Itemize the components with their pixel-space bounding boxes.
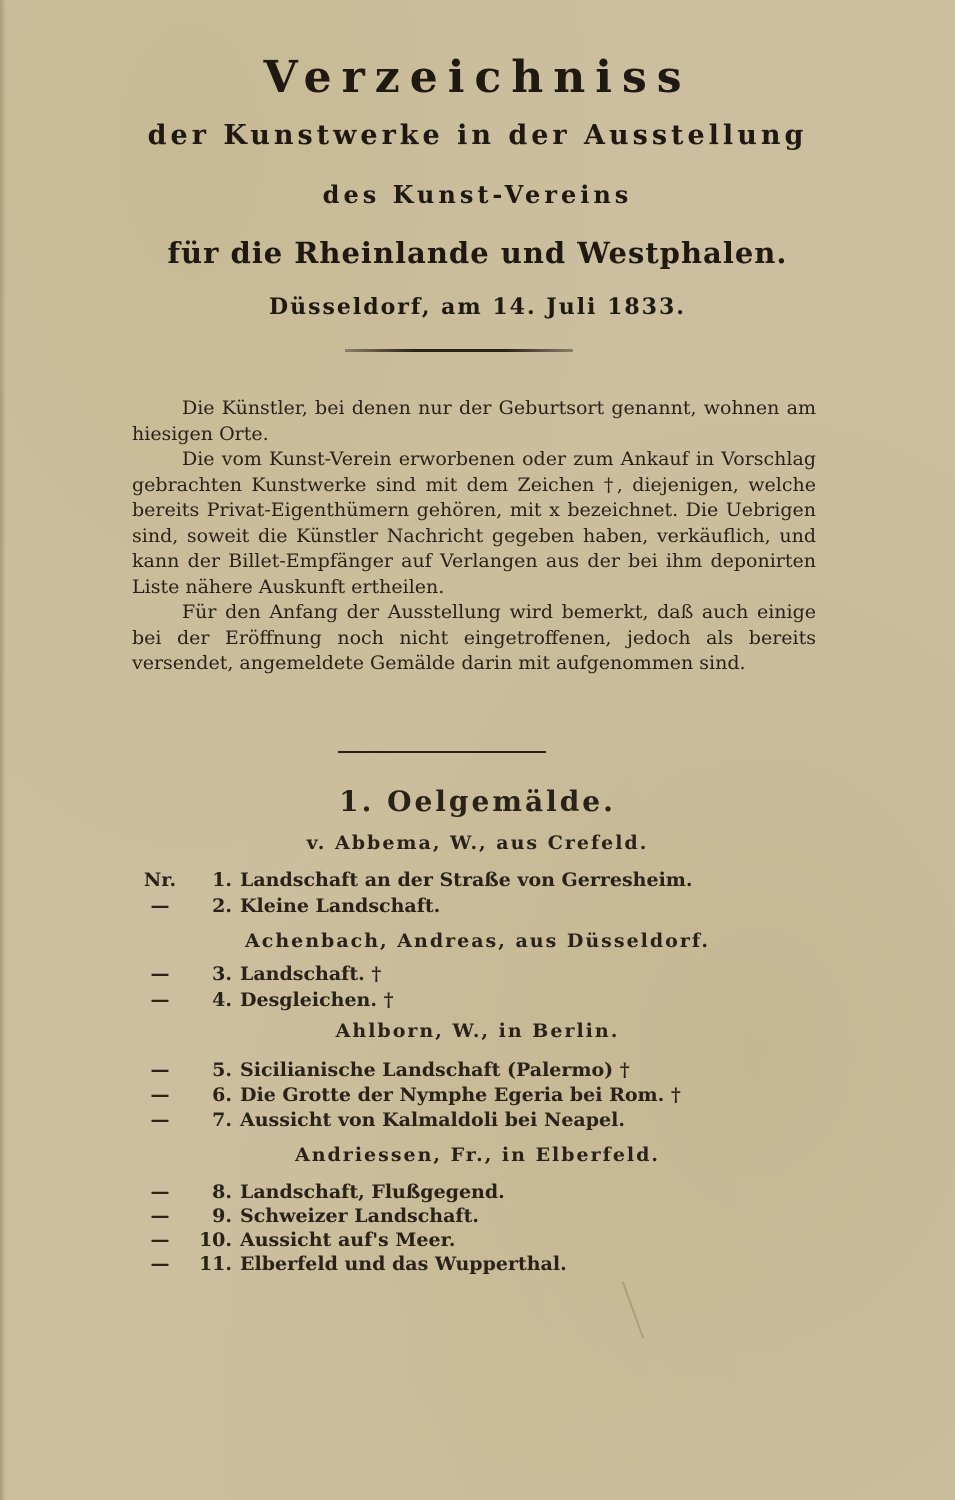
entry-prefix: — (150, 1229, 170, 1251)
entry-title: Die Grotte der Nymphe Egeria bei Rom. † (240, 1084, 681, 1106)
entry-title: Aussicht von Kalmaldoli bei Neapel. (240, 1109, 625, 1131)
artist-heading: Ahlborn, W., in Berlin. (335, 1020, 620, 1042)
catalog-entry (132, 1083, 681, 1107)
entry-title: Elberfeld und das Wupperthal. (240, 1253, 567, 1275)
entry-number: 4. (212, 989, 232, 1011)
entry-prefix: — (150, 963, 170, 985)
catalog-entry (132, 868, 693, 892)
subtitle-line-1: der Kunstwerke in der Ausstellung (147, 120, 808, 151)
entry-title: Sicilianische Landschaft (Palermo) † (240, 1059, 630, 1081)
catalog-entry (132, 988, 394, 1012)
intro-paragraph: Die Künstler, bei denen nur der Geburtsort genannt, wohnen am hiesigen Orte. (132, 397, 816, 445)
entry-number: 1. (212, 869, 232, 891)
entry-prefix: — (150, 989, 170, 1011)
ornamental-divider (345, 349, 573, 352)
entry-title: Kleine Landschaft. (240, 895, 441, 917)
section-divider (338, 751, 546, 753)
catalog-entry (132, 962, 381, 986)
entry-number: 8. (212, 1181, 232, 1203)
entry-number: 9. (212, 1205, 232, 1227)
catalog-entry (132, 1058, 630, 1082)
intro-paragraph: Für den Anfang der Ausstellung wird bemerkt, daß auch einige bei der Eröffnung noch nicht eingetroffenen, jedoch als bereits versendet, angemeldete Gemälde darin mit aufgenommen sind. (132, 601, 816, 674)
introduction (132, 396, 816, 677)
subtitle-line-2: des Kunst-Vereins (322, 180, 633, 209)
subtitle-line-3: für die Rheinlande und Westphalen. (167, 236, 788, 270)
entry-title: Landschaft. † (240, 963, 382, 985)
place-and-date: Düsseldorf, am 14. Juli 1833. (269, 294, 686, 320)
intro-paragraph: Die vom Kunst-Verein erworbenen oder zum Ankauf in Vorschlag gebrachten Kunstwerke sind mit dem Zeichen †, diejenigen, welche bereits Privat-Eigenthümern gehören, mit x bezeichnet. Die Uebrigen sind, soweit die Künstler Nachricht gegeben haben, verkäuflich, und kann der Billet-Empfänger auf Verlangen aus der bei ihm deponirten Liste nähere Auskunft ertheilen. (132, 448, 816, 598)
document-title: Verzeichniss (263, 52, 692, 103)
entry-prefix: — (150, 1205, 170, 1227)
entry-title: Desgleichen. † (240, 989, 394, 1011)
artist-heading: Andriessen, Fr., in Elberfeld. (294, 1144, 661, 1166)
entry-prefix: — (150, 1084, 170, 1106)
catalog-entry (132, 1108, 625, 1132)
entry-prefix: — (150, 1181, 170, 1203)
entry-number: 7. (212, 1109, 232, 1131)
entry-number: 2. (212, 895, 232, 917)
entry-prefix: — (150, 895, 170, 917)
entry-number: 11. (198, 1253, 232, 1275)
entry-prefix: — (150, 1059, 170, 1081)
entry-number: 5. (212, 1059, 232, 1081)
section-heading: 1. Oelgemälde. (339, 785, 616, 818)
artist-heading: Achenbach, Andreas, aus Düsseldorf. (245, 930, 710, 952)
catalog-entry (132, 1204, 479, 1228)
entry-number: 10. (198, 1229, 232, 1251)
entry-title: Landschaft an der Straße von Gerresheim. (240, 869, 693, 891)
entry-number: 3. (212, 963, 232, 985)
entry-prefix: — (150, 1109, 170, 1131)
paper-crease (622, 1281, 644, 1338)
entry-number: 6. (212, 1084, 232, 1106)
entry-title: Landschaft, Flußgegend. (240, 1181, 505, 1203)
artist-heading: v. Abbema, W., aus Crefeld. (306, 832, 649, 854)
entry-prefix: Nr. (143, 869, 177, 891)
catalog-entry (132, 1180, 505, 1204)
catalog-entry (132, 1252, 567, 1276)
entry-title: Schweizer Landschaft. (240, 1205, 479, 1227)
catalog-entry (132, 894, 440, 918)
entry-prefix: — (150, 1253, 170, 1275)
page-binding-edge (0, 0, 6, 1500)
entry-title: Aussicht auf's Meer. (240, 1229, 456, 1251)
catalog-entry (132, 1228, 455, 1252)
